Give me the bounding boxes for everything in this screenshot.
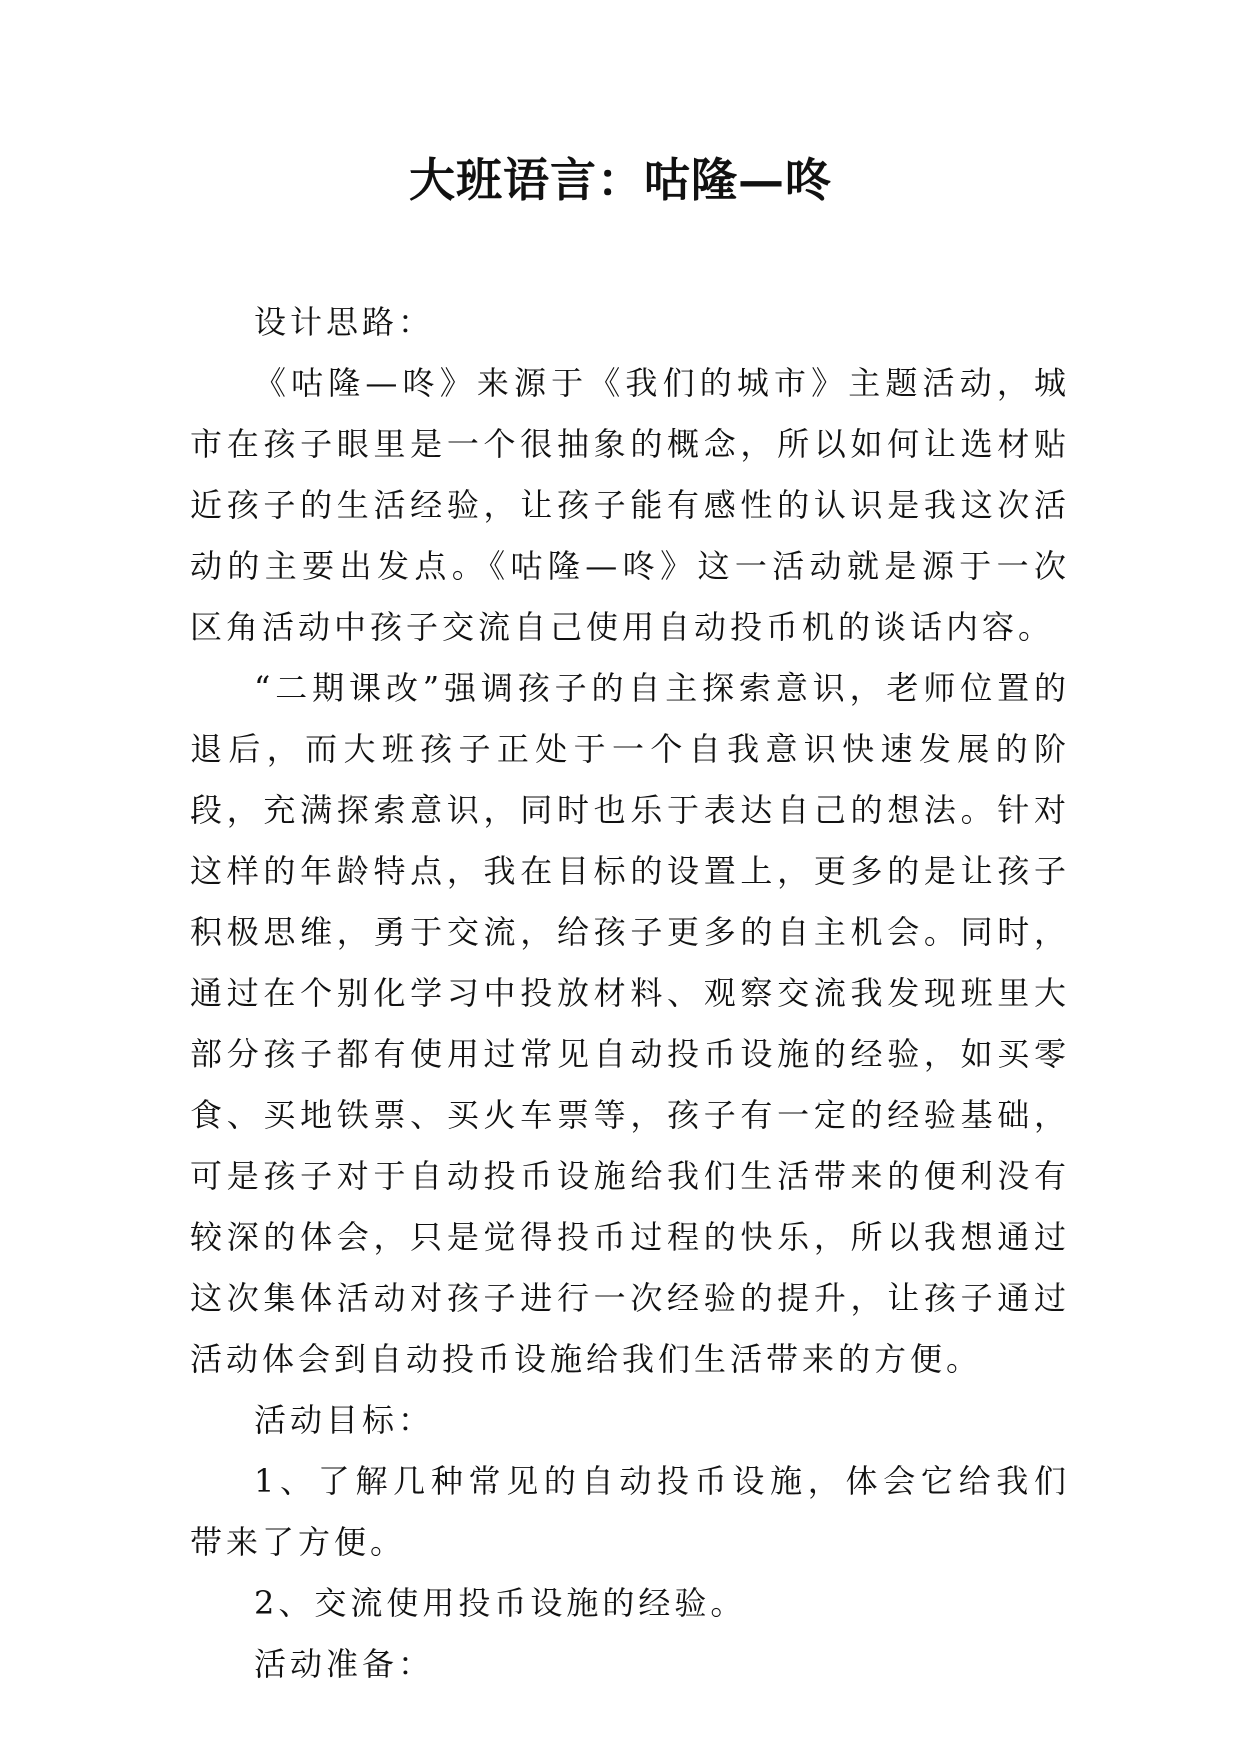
section-heading-preparation: 活动准备： xyxy=(254,1645,435,1683)
paragraph-rationale: “二期课改”强调孩子的自主探索意识，老师位置的退后，而大班孩子正处于一个自我意识快速发展的阶段，充满探索意识，同时也乐于表达自己的想法。针对这样的年龄特点，我在目标的设置上，更多的是让孩子积极思维，勇于交流，给孩子更多的自主机会。同时，通过在个别化学习中投放材料、观察交流我发现班里大部分孩子都有使用过常见自动投币设施的经验，如买零食、买地铁票、买火车票等，孩子有一定的经验基础，可是孩子对于自动投币设施给我们生活带来的便利没有较深的体会，只是觉得投币过程的快乐，所以我想通过这次集体活动对孩子进行一次经验的提升，让孩子通过活动体会到自动投币设施给我们生活带来的方便。 xyxy=(190,669,1070,1378)
document-body xyxy=(190,292,1070,1695)
document-title: 大班语言：咕隆—咚 xyxy=(409,153,832,207)
paragraph-origin: 《咕隆—咚》来源于《我们的城市》主题活动，城市在孩子眼里是一个很抽象的概念，所以如何让选材贴近孩子的生活经验，让孩子能有感性的认识是我这次活动的主要出发点。《咕隆—咚》这一活动就是源于一次区角活动中孩子交流自己使用自动投币机的谈话内容。 xyxy=(190,364,1070,646)
section-heading-goals: 活动目标： xyxy=(254,1401,435,1439)
goal-item-2: 2、交流使用投币设施的经验。 xyxy=(254,1584,747,1622)
section-heading-design-idea: 设计思路： xyxy=(254,303,435,341)
goal-item-1: 1、了解几种常见的自动投币设施，体会它给我们带来了方便。 xyxy=(190,1462,1070,1561)
